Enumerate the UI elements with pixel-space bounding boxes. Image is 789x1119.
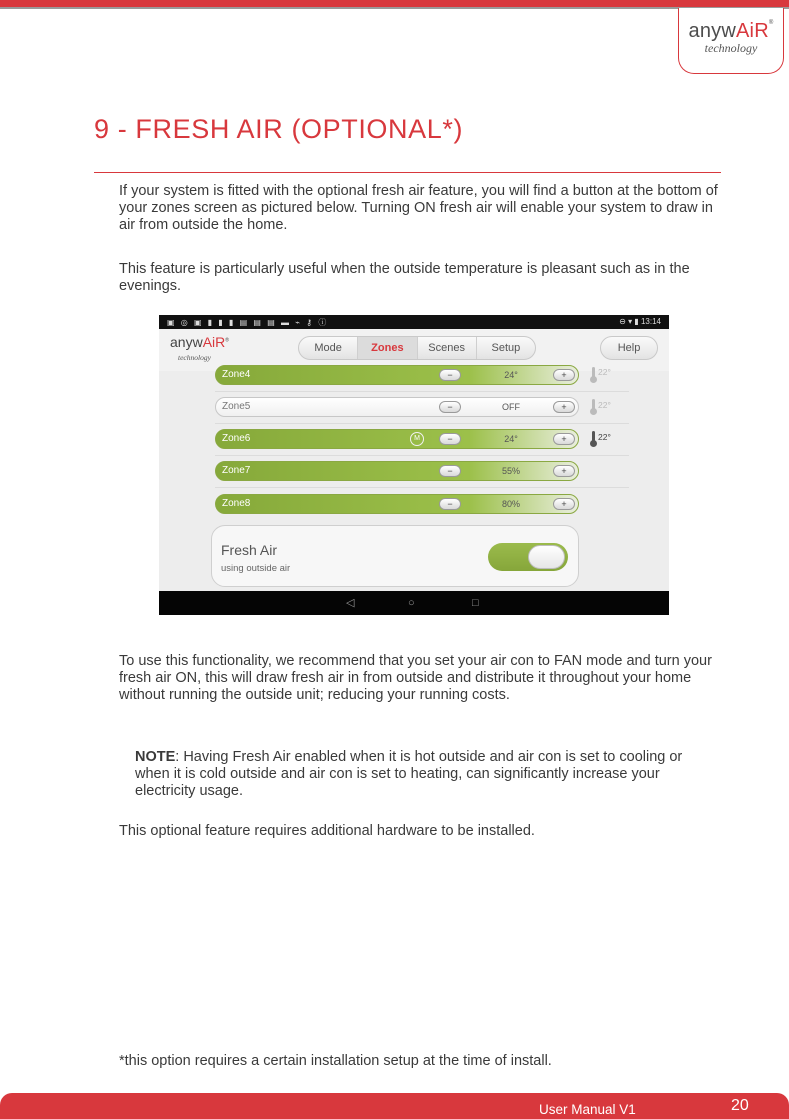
home-icon[interactable]: ○ — [408, 597, 415, 609]
logo-wordmark: anywAiR® — [688, 20, 774, 42]
page-title: 9 - FRESH AIR (OPTIONAL*) — [94, 114, 464, 144]
footnote: *this option requires a certain installation setup at the time of install. — [119, 1053, 552, 1069]
zone-name: Zone5 — [222, 401, 251, 412]
zone-increase-button[interactable]: + — [553, 433, 575, 445]
zone-name: Zone6 — [222, 433, 251, 444]
status-right-icons: ⊖ ▾ ▮ — [619, 317, 639, 326]
thermometer-icon — [590, 399, 596, 415]
status-right — [619, 317, 661, 326]
zone-decrease-button[interactable]: − — [439, 465, 461, 477]
fresh-air-title: Fresh Air — [221, 542, 278, 558]
zone-value: 24° — [504, 434, 518, 444]
motor-icon: M — [410, 432, 424, 446]
zone-value: OFF — [502, 402, 520, 412]
toggle-knob — [528, 545, 565, 569]
zone-value: 80% — [501, 499, 520, 509]
zone-row[interactable] — [215, 494, 579, 514]
fresh-air-toggle[interactable] — [488, 543, 568, 571]
status-time: 13:14 — [640, 317, 661, 326]
zone-row[interactable] — [215, 397, 579, 417]
thermometer-icon — [590, 431, 596, 447]
zone-sensor-temp: 22° — [598, 400, 611, 410]
app-logo: anywAiR® — [170, 334, 229, 350]
page-number: 20 — [731, 1097, 749, 1114]
zone-decrease-button[interactable]: − — [439, 369, 461, 381]
zone-name: Zone4 — [222, 369, 251, 380]
help-button[interactable]: Help — [600, 336, 658, 360]
usefulness-paragraph: This feature is particularly useful when the outside temperature is pleasant such as in the evenings. — [119, 261, 690, 294]
fresh-air-card — [211, 525, 579, 587]
zone-increase-button[interactable]: + — [553, 401, 575, 413]
zone-sensor-temp: 22° — [598, 432, 611, 442]
usage-paragraph: To use this functionality, we recommend that you set your air con to FAN mode and turn your fresh air ON, this will draw fresh air in from outside and distribute it throughout your home without running the outside unit; reducing your running costs. — [119, 653, 712, 703]
note-text: : Having Fresh Air enabled when it is hot outside and air con is set to cooling or when it is cold outside and air con is set to heating, can significantly increase your electricity usage. — [135, 749, 683, 799]
zone-name: Zone8 — [222, 498, 251, 509]
zone-decrease-button[interactable]: − — [439, 433, 461, 445]
recents-icon[interactable]: □ — [472, 597, 479, 609]
row-divider — [215, 455, 629, 456]
tab-zones[interactable]: Zones — [358, 337, 417, 359]
tab-setup[interactable]: Setup — [491, 342, 521, 354]
zone-row[interactable] — [215, 429, 579, 449]
footer-bar — [0, 1093, 789, 1119]
logo-tagline: technology — [704, 41, 758, 55]
fresh-air-subtitle: using outside air — [221, 563, 291, 574]
zones-screenshot — [159, 315, 669, 615]
android-nav-bar — [159, 591, 669, 615]
tab-bar — [298, 336, 536, 360]
hardware-paragraph: This optional feature requires additional hardware to be installed. — [119, 823, 535, 839]
zone-name: Zone7 — [222, 465, 251, 476]
tab-mode[interactable]: Mode — [299, 337, 358, 359]
status-icons: ▣ ◎ ▣ ▮ ▮ ▮ ▤ ▤ ▤ ▬ ⌁ ⚷ ⓘ — [167, 318, 329, 327]
tab-scenes[interactable]: Scenes — [418, 337, 477, 359]
zone-value: 55% — [501, 466, 520, 476]
zone-decrease-button[interactable]: − — [439, 498, 461, 510]
app-logo-tagline: technology — [178, 353, 211, 362]
zone-sensor-temp: 22° — [598, 367, 611, 377]
thermometer-icon — [590, 367, 596, 383]
zone-row[interactable] — [215, 365, 579, 385]
zone-increase-button[interactable]: + — [553, 498, 575, 510]
zone-row[interactable] — [215, 461, 579, 481]
back-icon[interactable]: ◁ — [346, 597, 355, 609]
title-divider — [94, 172, 721, 173]
status-bar — [159, 315, 669, 329]
note-paragraph — [135, 749, 705, 800]
zone-value: 24° — [504, 370, 518, 380]
top-accent-bar — [0, 0, 789, 9]
row-divider — [215, 391, 629, 392]
zone-increase-button[interactable]: + — [553, 465, 575, 477]
row-divider — [215, 487, 629, 488]
intro-paragraph: If your system is fitted with the optional fresh air feature, you will find a button at the bottom of your zones screen as pictured below. Turning ON fresh air will enable your system to draw in air from outside the home. — [119, 183, 718, 233]
brand-logo — [678, 8, 784, 74]
zone-increase-button[interactable]: + — [553, 369, 575, 381]
footer-label: User Manual V1 — [539, 1102, 636, 1117]
note-label: NOTE — [135, 749, 176, 765]
row-divider — [215, 423, 629, 424]
zone-decrease-button[interactable]: − — [439, 401, 461, 413]
